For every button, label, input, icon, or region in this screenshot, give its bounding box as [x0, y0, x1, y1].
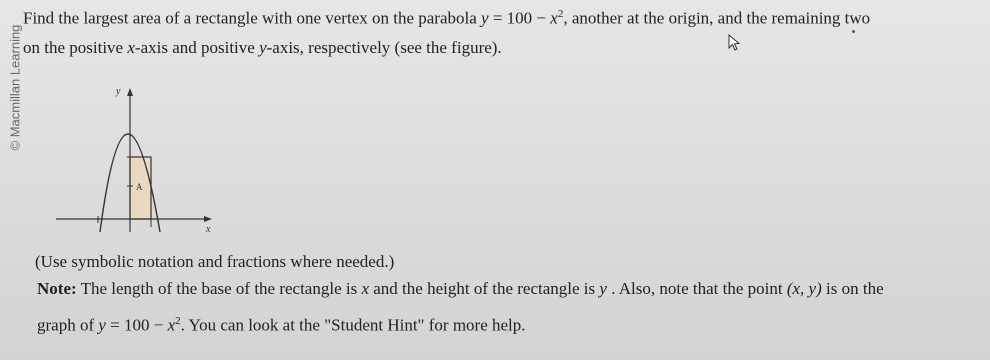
note-line-1: Note: The length of the base of the rectangle is x and the height of the rectangle is y . Also, note that the point (x, y) is on the: [37, 279, 884, 298]
x-axis-arrow-icon: [204, 216, 212, 222]
stray-dot: [852, 30, 855, 33]
symbolic-notation-hint: (Use symbolic notation and fractions where needed.): [35, 252, 395, 271]
problem-line-1: Find the largest area of a rectangle with one vertex on the parabola $y = 100 - x^2$, another at the origin, and the remaining two: [23, 8, 871, 28]
parabola-figure: [56, 80, 226, 240]
y-axis-arrow-icon: [127, 88, 133, 96]
area-label: A: [136, 182, 143, 192]
problem-line-2: on the positive x-axis and positive y-axis, respectively (see the figure).: [23, 38, 502, 57]
mouse-cursor-icon: [728, 34, 742, 52]
x-axis-label: x: [206, 224, 211, 235]
copyright-watermark: © Macmillan Learning: [7, 24, 23, 151]
note-line-2: graph of $y = 100 - x^2$. You can look at the "Student Hint" for more help.: [37, 315, 526, 335]
y-axis-label: y: [116, 86, 121, 97]
